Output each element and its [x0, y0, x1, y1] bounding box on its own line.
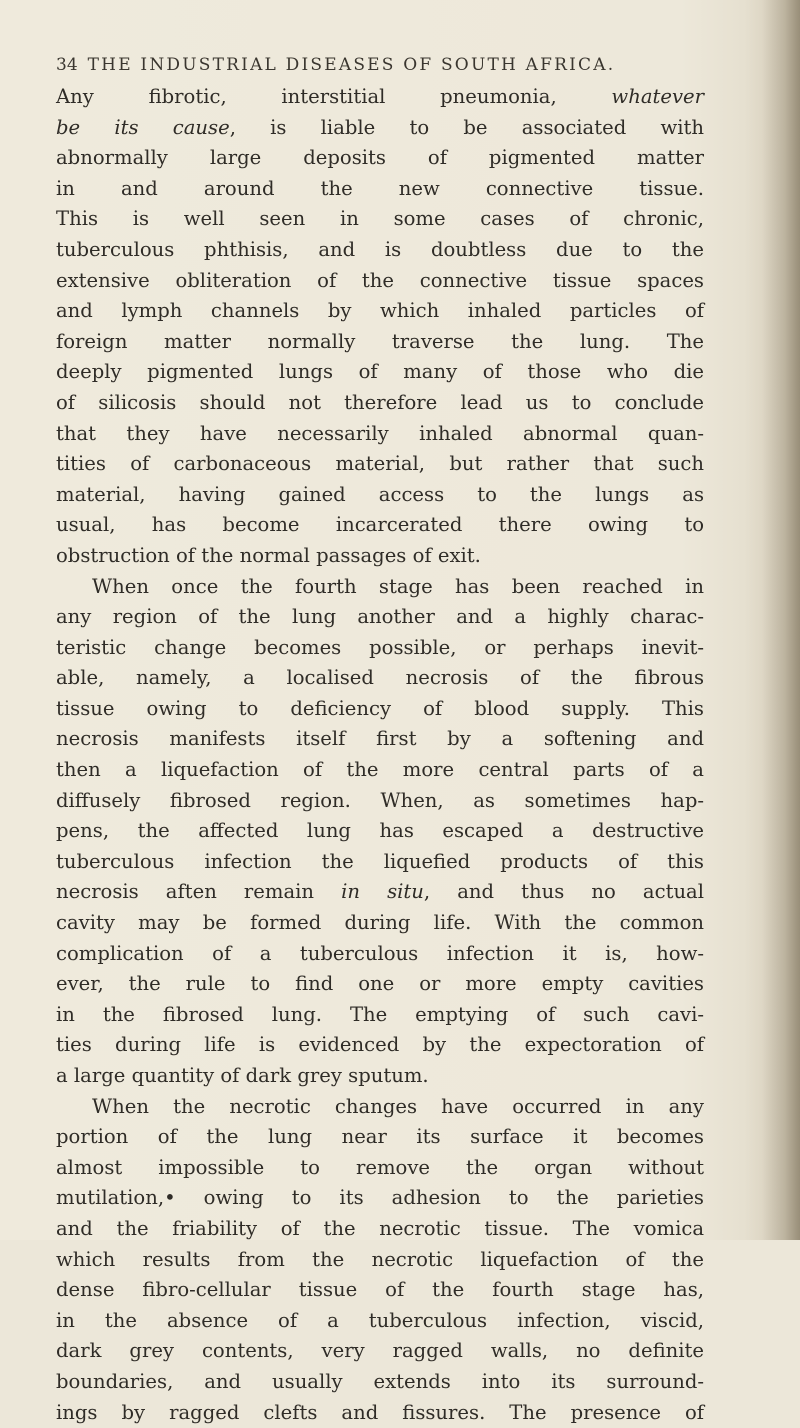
- text-line: [56, 143, 704, 174]
- running-head: [56, 55, 696, 75]
- text-line: [56, 235, 704, 266]
- text-segment: boundaries, and usually extends into its surround-: [56, 1369, 704, 1393]
- text-segment: When once the fourth stage has been reached in: [92, 574, 704, 598]
- text-line: [56, 1275, 704, 1306]
- text-line: [56, 1306, 704, 1337]
- text-segment: tissue owing to deficiency of blood supply. This: [56, 696, 704, 720]
- text-segment: cavity may be formed during life. With the common: [56, 911, 704, 935]
- text-line: [56, 419, 704, 450]
- text-line: [56, 357, 704, 388]
- text-line: [56, 174, 704, 205]
- text-segment: dense fibro-cellular tissue of the fourth stage has,: [56, 1278, 704, 1302]
- text-segment: and the friability of the necrotic tissue. The vomica: [56, 1216, 704, 1240]
- text-segment: portion of the lung near its surface it becomes: [56, 1125, 704, 1149]
- text-line: [56, 633, 704, 664]
- text-line: [56, 113, 704, 144]
- running-title: THE INDUSTRIAL DISEASES OF SOUTH AFRICA.: [87, 55, 616, 75]
- text-segment: , and thus no actual: [423, 880, 705, 904]
- text-line: [56, 1245, 704, 1276]
- text-segment: which results from the necrotic liquefaction of the: [56, 1247, 704, 1271]
- text-segment: foreign matter normally traverse the lung. The: [56, 329, 704, 353]
- text-segment: diffusely fibrosed region. When, as sometimes hap-: [56, 788, 704, 812]
- italic-text: whatever: [611, 85, 704, 108]
- text-line: [56, 847, 704, 878]
- text-segment: When the necrotic changes have occurred in any: [92, 1094, 704, 1118]
- text-line: [56, 755, 704, 786]
- text-line: [56, 908, 704, 939]
- text-line: [56, 541, 704, 572]
- text-line: [56, 1398, 704, 1428]
- text-segment: pens, the affected lung has escaped a destructive: [56, 819, 704, 843]
- page-number: 34: [56, 55, 78, 75]
- text-line: [56, 786, 704, 817]
- text-segment: in and around the new connective tissue.: [56, 176, 704, 200]
- text-line: [56, 877, 704, 908]
- text-line: [56, 1367, 704, 1398]
- text-line: [56, 1153, 704, 1184]
- text-line: [56, 694, 704, 725]
- text-segment: Any fibrotic, interstitial pneumonia,: [56, 85, 612, 108]
- text-segment: tuberculous phthisis, and is doubtless due to the: [56, 237, 704, 261]
- text-segment: , is liable to be associated with: [229, 115, 704, 139]
- text-segment: usual, has become incarcerated there owing to: [56, 513, 704, 537]
- text-segment: necrosis aften remain: [56, 880, 342, 904]
- text-segment: in the fibrosed lung. The emptying of such cavi-: [56, 1002, 704, 1026]
- text-line: [56, 1061, 704, 1092]
- text-segment: ties during life is evidenced by the expectoration of: [56, 1033, 704, 1057]
- text-line: [56, 327, 704, 358]
- text-segment: ever, the rule to find one or more empty cavities: [56, 972, 704, 996]
- text-segment: teristic change becomes possible, or perhaps inevit-: [56, 635, 704, 659]
- text-segment: complication of a tuberculous infection it is, how-: [56, 941, 704, 965]
- text-line: [56, 939, 704, 970]
- text-segment: dark grey contents, very ragged walls, no definite: [56, 1339, 704, 1363]
- text-line: [56, 663, 704, 694]
- text-segment: of silicosis should not therefore lead us to conclude: [56, 390, 704, 414]
- text-segment: deeply pigmented lungs of many of those who die: [56, 360, 704, 384]
- text-segment: extensive obliteration of the connective tissue spaces: [56, 268, 704, 292]
- text-line: [56, 572, 704, 603]
- text-segment: abnormally large deposits of pigmented matter: [56, 146, 704, 170]
- text-line: [56, 1030, 704, 1061]
- text-line: [56, 449, 704, 480]
- text-segment: able, namely, a localised necrosis of the fibrous: [56, 666, 704, 690]
- text-line: [56, 82, 704, 113]
- text-segment: in the absence of a tuberculous infection, viscid,: [56, 1308, 704, 1332]
- text-segment: any region of the lung another and a highly charac-: [56, 605, 704, 629]
- text-line: [56, 480, 704, 511]
- text-line: [56, 1000, 704, 1031]
- text-line: [56, 204, 704, 235]
- text-line: [56, 724, 704, 755]
- text-segment: then a liquefaction of the more central parts of a: [56, 758, 704, 782]
- text-line: [56, 1122, 704, 1153]
- text-segment: almost impossible to remove the organ without: [56, 1155, 704, 1179]
- italic-text: be its cause: [56, 115, 230, 139]
- text-segment: necrosis manifests itself first by a softening and: [56, 727, 704, 751]
- text-segment: tities of carbonaceous material, but rather that such: [56, 452, 704, 476]
- text-line: [56, 510, 704, 541]
- text-segment: material, having gained access to the lungs as: [56, 482, 704, 506]
- text-segment: a large quantity of dark grey sputum.: [56, 1064, 429, 1087]
- text-segment: tuberculous infection the liquefied products of this: [56, 849, 704, 873]
- text-segment: that they have necessarily inhaled abnormal quan-: [56, 421, 704, 445]
- body-text: [56, 82, 704, 1428]
- text-line: [56, 602, 704, 633]
- text-line: [56, 1092, 704, 1123]
- text-line: [56, 1336, 704, 1367]
- text-line: [56, 296, 704, 327]
- text-line: [56, 1183, 704, 1214]
- text-line: [56, 266, 704, 297]
- text-segment: and lymph channels by which inhaled particles of: [56, 299, 704, 323]
- text-line: [56, 816, 704, 847]
- text-segment: obstruction of the normal passages of exit.: [56, 543, 481, 567]
- page-edge-shadow: [762, 0, 800, 1240]
- text-segment: This is well seen in some cases of chronic,: [56, 207, 704, 231]
- italic-text: in situ: [341, 880, 424, 904]
- text-segment: ings by ragged clefts and fissures. The presence of: [56, 1400, 704, 1424]
- text-segment: mutilation,• owing to its adhesion to the parieties: [56, 1186, 704, 1210]
- text-line: [56, 388, 704, 419]
- text-line: [56, 969, 704, 1000]
